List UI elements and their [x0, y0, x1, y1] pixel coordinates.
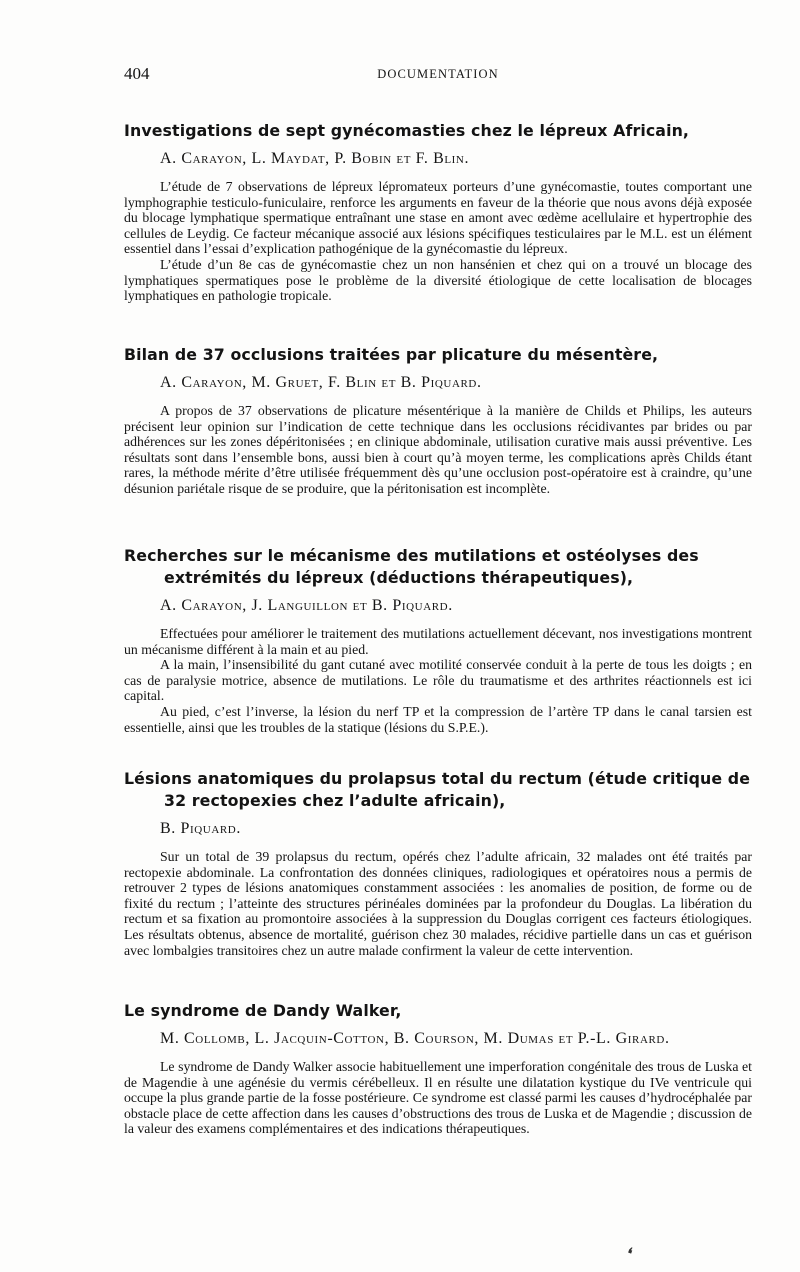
- article-mutilations: [124, 545, 752, 735]
- article-authors: A. Carayon, M. Gruet, F. Blin et B. Piquard.: [160, 374, 482, 391]
- abstract-paragraph: A la main, l’insensibilité du gant cutané avec motilité conservée conduit à la perte de tous les doigts ; en cas de paralysie motrice, absence de mutilations. Le rôle du traumatisme et des arthrites réactionnels est ici capital.: [124, 657, 752, 704]
- running-title: DOCUMENTATION: [377, 67, 499, 81]
- article-abstract: [124, 179, 752, 304]
- abstract-paragraph: Effectuées pour améliorer le traitement des mutilations actuellement décevant, nos investigations montrent un mécanisme différent à la main et au pied.: [124, 626, 752, 657]
- abstract-paragraph: L’étude d’un 8e cas de gynécomastie chez un non hansénien et chez qui on a trouvé un blocage des lymphatiques spermatiques pose le problème de la diversité étiologique de cette localisation de blocages lymphatiques en pathologie tropicale.: [124, 256, 752, 304]
- article-authors: A. Carayon, J. Languillon et B. Piquard.: [160, 597, 453, 614]
- article-abstract: [124, 403, 752, 497]
- article-authors: M. Collomb, L. Jacquin-Cotton, B. Courson, M. Dumas et P.-L. Girard.: [160, 1030, 670, 1047]
- page-number: 404: [124, 64, 150, 83]
- running-head: [124, 64, 752, 86]
- article-title: Le syndrome de Dandy Walker,: [124, 1001, 402, 1020]
- abstract-paragraph: A propos de 37 observations de plicature mésentérique à la manière de Childs et Philips, les auteurs précisent leur opinion sur l’indication de cette technique dans les occlusions récidivantes par brides ou par adhérences sur les zones dépéritonisées ; en clinique abdominale, utilisation curative mais aussi préventive. Les résultats sont dans l’ensemble bons, aussi bien à court qu’à moyen terme, les complications après Childs étant rares, la méthode mérite d’être utilisée fréquemment dès qu’une occlusion post-opératoire est à craindre, qu’une désunion pariétale risque de se produire, que la péritonisation est incomplète.: [124, 403, 752, 496]
- article-abstract: [124, 1059, 752, 1137]
- article-occlusions: [124, 344, 752, 497]
- article-title: Recherches sur le mécanisme des mutilations et ostéolyses des extrémités du lépreux (déductions thérapeutiques),: [124, 546, 699, 587]
- article-title: Lésions anatomiques du prolapsus total du rectum (étude critique de 32 rectopexies chez l’adulte africain),: [124, 769, 751, 810]
- abstract-paragraph: Au pied, c’est l’inverse, la lésion du nerf TP et la compression de l’artère TP dans le canal tarsien est essentielle, ainsi que les troubles de la statique (lésions du S.P.E.).: [124, 703, 752, 735]
- article-title: Investigations de sept gynécomasties chez le lépreux Africain,: [124, 121, 690, 140]
- abstract-paragraph: Le syndrome de Dandy Walker associe habituellement une imperforation congénitale des trous de Luska et de Magendie à une agénésie du vermis cérébelleux. Il en résulte une dilatation kystique du IVe ventricule qui occupe la plus grande partie de la fosse postérieure. Ce syndrome est classé parmi les causes d’hydrocéphalée par obstacle place de cette affection dans les causes d’obstructions des trous de Luska et de Magendie ; discussion de la valeur des examens complémentaires et des indications thérapeutiques.: [124, 1059, 752, 1137]
- article-dandy-walker: [124, 1000, 752, 1137]
- article-abstract: [124, 849, 752, 958]
- stray-ink-mark: ❛: [622, 1243, 636, 1265]
- article-prolapsus: [124, 768, 752, 958]
- article-authors: B. Piquard.: [160, 820, 241, 837]
- abstract-paragraph: L’étude de 7 observations de lépreux lépromateux porteurs d’une gynécomastie, toutes comportant une lymphographie testiculo-funiculaire, renforce les arguments en faveur de la théorie que nous avons déjà exposée du blocage lymphatique spermatique entraînant une stase en amont avec œdème acellulaire et hypertrophie des cellules de Leydig. Ce facteur mécanique associé aux lésions spécifiques testiculaires par le M.L. est un élément essentiel dans l’essai d’explication pathogénique de la gynécomastie du lépreux.: [124, 179, 752, 257]
- abstract-paragraph: Sur un total de 39 prolapsus du rectum, opérés chez l’adulte africain, 32 malades ont été traités par rectopexie abdominale. La confrontation des données cliniques, radiologiques et opératoires nous a permis de retrouver 2 types de lésions anatomiques constamment associées : les anomalies de position, de forme ou de fixité du rectum ; l’atteinte des structures périnéales dominées par la profondeur du Douglas. La libération du rectum et sa fixation au promontoire associées à la suppression du Douglas corrigent ces facteurs étiologiques. Les résultats obtenus, absence de mortalité, guérison chez 30 malades, récidive partielle dans un cas et guérison avec lombalgies transitoires chez un autre malade confirment la valeur de cette intervention.: [124, 849, 752, 958]
- article-title: Bilan de 37 occlusions traitées par plicature du mésentère,: [124, 345, 659, 364]
- article-abstract: [124, 626, 752, 735]
- article-authors: A. Carayon, L. Maydat, P. Bobin et F. Blin.: [160, 150, 470, 167]
- article-gynecomastie: [124, 120, 752, 304]
